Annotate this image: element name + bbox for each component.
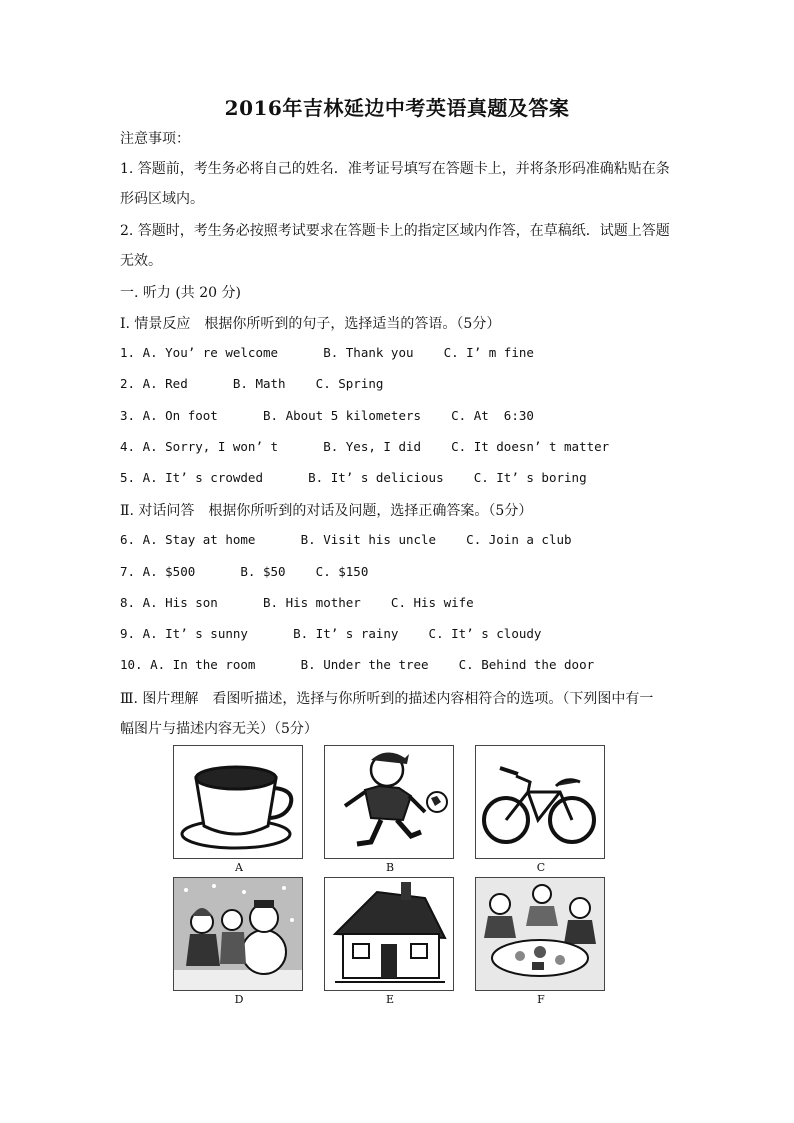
picture-label: F — [537, 993, 545, 1006]
part3-heading: Ⅲ. 图片理解 看图听描述，选择与你所听到的描述内容相符合的选项。（下列图中有一 — [120, 691, 654, 707]
question-item: 6. A. Stay at home B. Visit his uncle C. Join a club — [120, 532, 572, 547]
picnic-icon — [475, 877, 605, 991]
question-item: 2. A. Red B. Math C. Spring — [120, 376, 384, 391]
picture-label: C — [536, 861, 546, 874]
notice-line: 形码区域内。 — [120, 191, 204, 207]
part2-heading: Ⅱ. 对话问答 根据你所听到的对话及问题，选择正确答案。（5分） — [120, 503, 533, 519]
question-item: 9. A. It’ s sunny B. It’ s rainy C. It’ s cloudy — [120, 626, 542, 641]
picture-label: E — [385, 993, 395, 1006]
question-item: 4. A. Sorry, I won’ t B. Yes, I did C. It doesn’ t matter — [120, 439, 610, 454]
part1-heading: Ⅰ. 情景反应 根据你所听到的句子，选择适当的答语。（5分） — [120, 316, 501, 332]
coffee-cup-icon — [173, 745, 303, 859]
page-title: 2016年吉林延边中考英语真题及答案 — [224, 96, 570, 120]
question-item: 5. A. It’ s crowded B. It’ s delicious C. It’ s boring — [120, 470, 587, 485]
picture-label: B — [385, 861, 395, 874]
question-item: 3. A. On foot B. About 5 kilometers C. At 6:30 — [120, 408, 534, 423]
question-item: 1. A. You’ re welcome B. Thank you C. I’ m fine — [120, 345, 534, 360]
notice-heading: 注意事项： — [120, 131, 190, 147]
picture-label: D — [234, 993, 244, 1006]
section-heading-listening: 一. 听力 (共 20 分) — [120, 285, 241, 301]
house-icon — [324, 877, 454, 991]
question-item: 7. A. $500 B. $50 C. $150 — [120, 564, 369, 579]
children-snowman-icon — [173, 877, 303, 991]
notice-line: 2. 答题时，考生务必按照考试要求在答题卡上的指定区域内作答，在草稿纸．试题上答题 — [120, 223, 670, 239]
question-item: 10. A. In the room B. Under the tree C. Behind the door — [120, 657, 595, 672]
question-item: 8. A. His son B. His mother C. His wife — [120, 595, 474, 610]
boy-playing-soccer-icon — [324, 745, 454, 859]
notice-line: 无效。 — [120, 253, 162, 269]
notice-line: 1. 答题前，考生务必将自己的姓名．准考证号填写在答题卡上，并将条形码准确粘贴在条 — [120, 161, 670, 177]
part3-heading: 幅图片与描述内容无关）（5分） — [120, 721, 318, 737]
bicycle-icon — [475, 745, 605, 859]
picture-label: A — [235, 861, 243, 874]
